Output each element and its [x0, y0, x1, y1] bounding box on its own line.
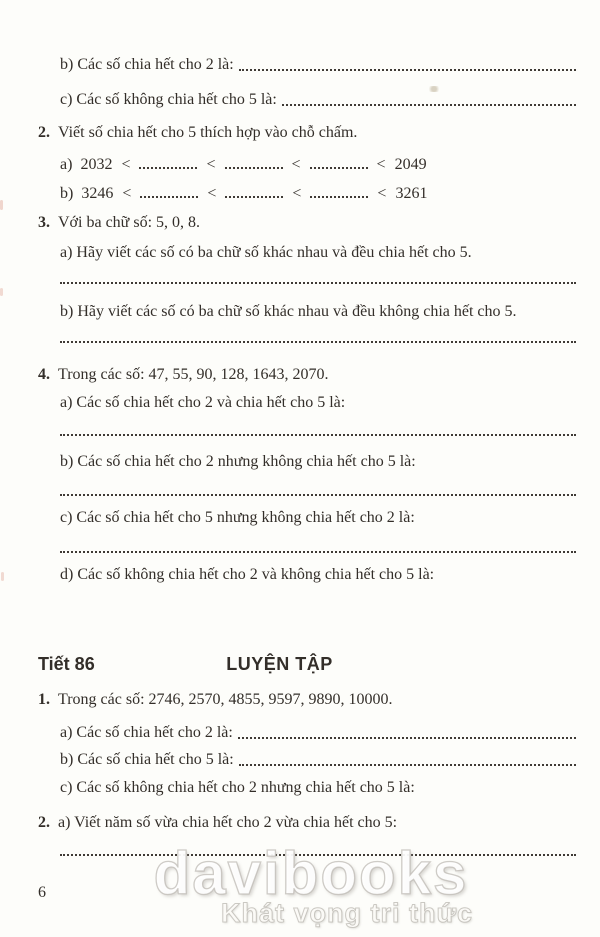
answer-line	[60, 854, 576, 856]
answer-blank	[140, 183, 198, 198]
exercise-2-row-a	[60, 154, 427, 174]
exercise-title: Với ba chữ số: 5, 0, 8.	[58, 214, 201, 231]
exercise-4-item-c	[60, 509, 415, 527]
exercise-number: 1.	[38, 691, 50, 708]
dot-leader	[239, 764, 576, 766]
answer-line	[60, 282, 576, 284]
end-value: 2049	[394, 156, 427, 173]
exercise-number: 2.	[38, 124, 50, 141]
exercise-2-row-b	[60, 183, 427, 203]
scan-artifact	[0, 200, 3, 210]
t86-ex1-item-a	[60, 724, 576, 742]
answer-line	[60, 551, 576, 553]
page-number: 6	[38, 884, 46, 901]
watermark-brand: davibooks	[153, 840, 469, 907]
row-label: b)	[60, 185, 74, 202]
question-text: b) Các số chia hết cho 2 nhưng không chia hết cho 5 là:	[60, 453, 416, 470]
question-text: b) Các số chia hết cho 5 là:	[60, 751, 234, 768]
question-text: a) Các số chia hết cho 2 và chia hết cho 5 là:	[60, 394, 346, 411]
exercise-title: Viết số chia hết cho 5 thích hợp vào chỗ chấm.	[58, 124, 358, 141]
answer-line	[60, 494, 576, 496]
exercise-number: 2.	[38, 814, 50, 831]
less-than-sign: <	[121, 156, 131, 173]
lesson-title: LUYỆN TẬP	[226, 654, 333, 674]
question-text: c) Các số chia hết cho 5 nhưng không chia hết cho 2 là:	[60, 509, 415, 526]
less-than-sign: <	[377, 185, 387, 202]
answer-blank	[139, 154, 197, 169]
scan-artifact	[1, 572, 4, 581]
row-label: a)	[60, 156, 73, 173]
t86-exercise-1-heading	[38, 691, 393, 709]
exercise-3-heading	[38, 214, 200, 232]
answer-blank	[310, 154, 368, 169]
exercise-3-item-b	[60, 303, 517, 321]
less-than-sign: <	[207, 185, 217, 202]
exercise-2-heading	[38, 124, 357, 142]
start-value: 3246	[81, 185, 114, 202]
exercise-title: Trong các số: 2746, 2570, 4855, 9597, 9890, 10000.	[58, 691, 393, 708]
question-text: c) Các số không chia hết cho 2 nhưng chia hết cho 5 là:	[60, 779, 415, 796]
question-text: b) Các số chia hết cho 2 là:	[60, 56, 234, 73]
question-text: a) Viết năm số vừa chia hết cho 2 vừa chia hết cho 5:	[58, 814, 398, 831]
exercise-number: 4.	[38, 366, 50, 383]
less-than-sign: <	[122, 185, 132, 202]
answer-blank	[225, 183, 283, 198]
question-text: c) Các số không chia hết cho 5 là:	[60, 91, 277, 108]
intro-item-c	[60, 91, 576, 109]
dot-leader	[239, 69, 576, 71]
less-than-sign: <	[376, 156, 386, 173]
end-value: 3261	[395, 185, 428, 202]
answer-line	[60, 341, 576, 343]
lesson-heading-row	[38, 653, 576, 675]
t86-exercise-2-heading	[38, 814, 397, 832]
t86-ex1-item-b	[60, 751, 576, 769]
less-than-sign: <	[291, 156, 301, 173]
question-text: a) Hãy viết các số có ba chữ số khác nhau và đều chia hết cho 5.	[60, 244, 472, 261]
question-text: b) Hãy viết các số có ba chữ số khác nhau và đều không chia hết cho 5.	[60, 303, 517, 320]
watermark-slogan: Khát vọng tri thức	[220, 898, 474, 928]
exercise-3-item-a	[60, 244, 472, 262]
watermark	[0, 840, 600, 928]
answer-line	[60, 434, 576, 436]
exercise-4-item-b	[60, 453, 416, 471]
dot-leader	[282, 104, 576, 106]
answer-blank	[225, 154, 283, 169]
exercise-number: 3.	[38, 214, 50, 231]
less-than-sign: <	[206, 156, 216, 173]
question-text: d) Các số không chia hết cho 2 và không chia hết cho 5 là:	[60, 566, 435, 583]
scan-artifact	[0, 288, 3, 296]
less-than-sign: <	[292, 185, 302, 202]
question-text: a) Các số chia hết cho 2 là:	[60, 724, 233, 741]
t86-ex1-item-c	[60, 779, 415, 797]
exercise-4-heading	[38, 366, 329, 384]
lesson-number: Tiết 86	[38, 654, 95, 674]
answer-blank	[310, 183, 368, 198]
exercise-title: Trong các số: 47, 55, 90, 128, 1643, 2070.	[58, 366, 329, 383]
scan-artifact	[427, 86, 441, 92]
exercise-4-item-d	[60, 566, 434, 584]
dot-leader	[238, 737, 576, 739]
exercise-4-item-a	[60, 394, 345, 412]
intro-item-b	[60, 56, 576, 74]
start-value: 2032	[80, 156, 113, 173]
